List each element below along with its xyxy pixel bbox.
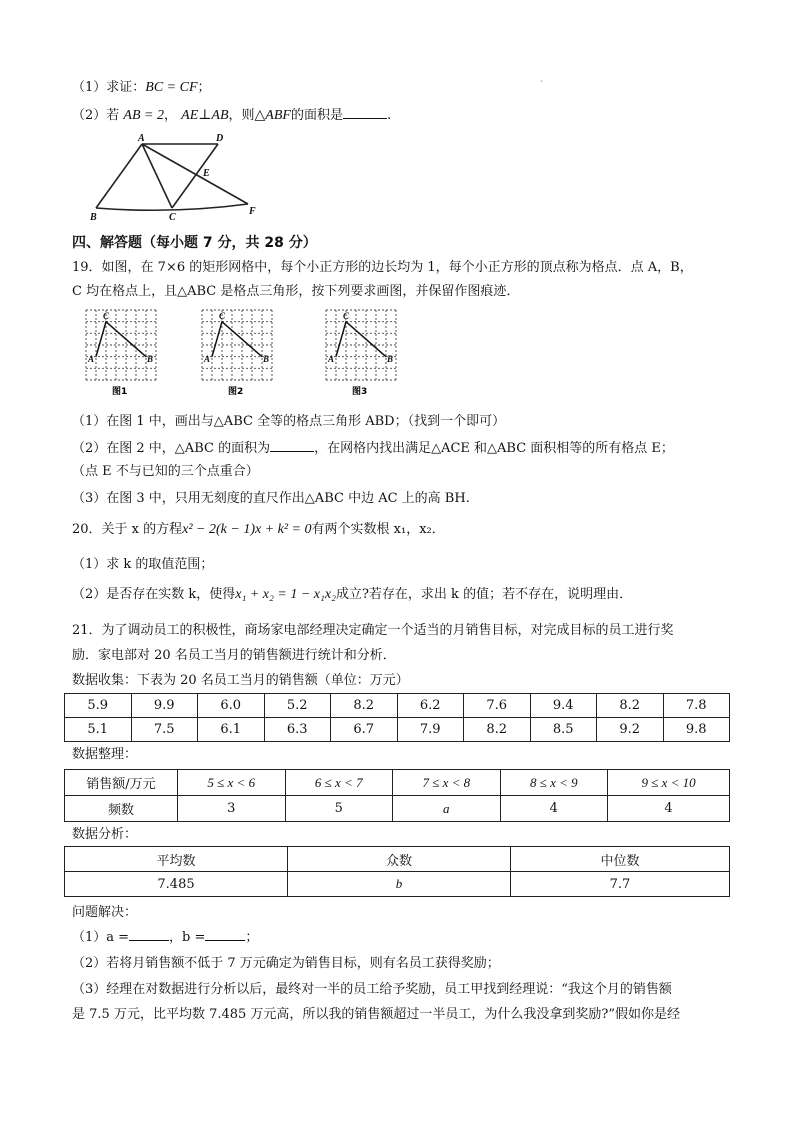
table-header-cell: 5 ≤ x < 6 bbox=[178, 770, 286, 796]
q18-seg-AF bbox=[142, 144, 248, 204]
q19-intro-line1: 19．如图，在 7×6 的矩形网格中，每个小正方形的边长均为 1，每个小正方形的顶点称为格点．点 A，B， bbox=[72, 260, 693, 275]
table-cell: 6.2 bbox=[397, 694, 464, 718]
table-cell: 5.1 bbox=[65, 718, 132, 742]
q19-area-blank[interactable] bbox=[270, 439, 314, 452]
q19-fig1-label-C: C bbox=[103, 311, 110, 321]
table-row bbox=[65, 694, 730, 718]
table-row bbox=[65, 718, 730, 742]
q18-part1 bbox=[72, 79, 211, 97]
table-cell: 3 bbox=[178, 796, 286, 822]
table-cell: 6.7 bbox=[331, 718, 398, 742]
q19-part2 bbox=[72, 439, 674, 458]
q18-part2-mid2: ，则 bbox=[228, 108, 255, 123]
q21-part2: （2）若将月销售额不低于 7 万元确定为销售目标，则有名员工获得奖励； bbox=[72, 956, 500, 971]
table-cell: 频数 bbox=[65, 796, 178, 822]
q18-part1-suffix: ； bbox=[197, 80, 211, 95]
q21-part1-a: （1）a = bbox=[72, 930, 130, 945]
table-cell: 7.6 bbox=[464, 694, 531, 718]
section4-title: 四、解答题（每小题 7 分，共 28 分） bbox=[72, 235, 317, 251]
q19-part2-note: （点 E 不与已知的三个点重合） bbox=[72, 464, 259, 479]
table-header-cell: 7 ≤ x < 8 bbox=[393, 770, 501, 796]
table-row bbox=[65, 796, 730, 822]
q20-equation: x² − 2(k − 1)x + k² = 0 bbox=[182, 522, 312, 537]
q18-part2-suffix: 的面积是 bbox=[290, 108, 343, 123]
table-row bbox=[65, 770, 730, 796]
q19-part2-prefix: （2）在图 2 中，△ABC 的面积为 bbox=[72, 441, 271, 456]
q19-part3: （3）在图 3 中，只用无刻度的直尺作出△ABC 中边 AC 上的高 BH. bbox=[72, 491, 470, 506]
table-cell: 4 bbox=[608, 796, 730, 822]
q20-intro-prefix: 20．关于 x 的方程 bbox=[72, 522, 183, 537]
q18-label-A: A bbox=[138, 133, 145, 144]
q21-part3-line1: （3）经理在对数据进行分析以后，最终对一半的员工给予奖励，员工甲找到经理说：“我这个月的销售额 bbox=[72, 982, 672, 997]
q21-part3-line2: 是 7.5 万元，比平均数 7.485 万元高，所以我的销售额超过一半员工，为什么我没拿到奖励?”假如你是经 bbox=[72, 1007, 681, 1022]
table-row bbox=[65, 872, 730, 897]
q19-fig3 bbox=[324, 308, 406, 396]
table-cell: 8.2 bbox=[331, 694, 398, 718]
q18-label-D: D bbox=[216, 133, 224, 144]
table-cell: 9.9 bbox=[131, 694, 198, 718]
table-cell: 7.485 bbox=[65, 872, 288, 897]
table-cell: 7.8 bbox=[663, 694, 730, 718]
q18-label-C: C bbox=[169, 212, 176, 222]
q19-fig3-label-A: A bbox=[328, 354, 335, 364]
q18-label-E: E bbox=[203, 168, 210, 179]
q21-b-blank[interactable] bbox=[205, 928, 245, 941]
q20-part2-prefix: （2）是否存在实数 k，使得 bbox=[72, 587, 236, 602]
table-cell: 7.7 bbox=[511, 872, 730, 897]
q19-fig1 bbox=[84, 308, 166, 396]
sales-table bbox=[64, 693, 730, 742]
table-cell: 5.2 bbox=[264, 694, 331, 718]
table-header-cell: 6 ≤ x < 7 bbox=[285, 770, 393, 796]
q19-fig1-label-B: B bbox=[147, 354, 154, 364]
q20-intro bbox=[72, 521, 445, 539]
stats-table bbox=[64, 846, 730, 897]
table-cell: b bbox=[288, 872, 511, 897]
q19-fig2 bbox=[200, 308, 282, 396]
q19-intro-line2: C 均在格点上，且△ABC 是格点三角形，按下列要求画图，并保留作图痕迹． bbox=[72, 284, 520, 299]
table-cell: 7.9 bbox=[397, 718, 464, 742]
q21-solve-title: 问题解决： bbox=[72, 905, 138, 920]
q19-fig2-label-C: C bbox=[219, 311, 226, 321]
table-cell: 5 bbox=[285, 796, 393, 822]
q21-intro-line1: 21．为了调动员工的积极性，商场家电部经理决定确定一个适当的月销售目标，对完成目标的员工进行奖 bbox=[72, 623, 674, 638]
table-cell: 8.2 bbox=[597, 694, 664, 718]
table-cell: 9.4 bbox=[530, 694, 597, 718]
stray-mark: ` bbox=[540, 80, 544, 89]
q18-part1-prefix: （1）求证： bbox=[72, 80, 146, 95]
q21-intro-line2: 励．家电部对 20 名员工当月的销售额进行统计和分析． bbox=[72, 648, 396, 663]
q18-seg-AC bbox=[142, 144, 172, 208]
q19-fig2-label-B: B bbox=[263, 354, 270, 364]
q19-fig3-caption: 图3 bbox=[352, 387, 368, 396]
q18-part2-mid: ， bbox=[163, 108, 177, 123]
q20-intro-suffix: 有两个实数根 x₁，x₂． bbox=[311, 522, 445, 537]
q18-part2-prefix: （2）若 bbox=[72, 108, 120, 123]
table-cell: a bbox=[393, 796, 501, 822]
q18-part2-end: . bbox=[386, 108, 392, 123]
q19-fig1-caption: 图1 bbox=[112, 387, 128, 396]
q20-part1: （1）求 k 的取值范围； bbox=[72, 557, 214, 572]
q19-fig2-caption: 图2 bbox=[228, 387, 244, 396]
table-cell: 9.2 bbox=[597, 718, 664, 742]
table-header-cell: 销售额/万元 bbox=[65, 770, 178, 796]
table-header-cell: 众数 bbox=[288, 847, 511, 872]
q18-label-B: B bbox=[90, 212, 97, 222]
q18-part2-math3: △ABF bbox=[254, 108, 291, 123]
q18-seg-AB bbox=[96, 144, 142, 208]
q21-part1 bbox=[72, 928, 258, 947]
table-cell: 6.3 bbox=[264, 718, 331, 742]
q19-fig2-label-A: A bbox=[204, 354, 211, 364]
q21-collect-title: 数据收集：下表为 20 名员工当月的销售额（单位：万元） bbox=[72, 673, 409, 688]
q20-part2 bbox=[72, 586, 632, 604]
q20-part2-suffix: 成立?若存在，求出 k 的值；若不存在，说明理由． bbox=[335, 587, 633, 602]
table-cell: 9.8 bbox=[663, 718, 730, 742]
q21-part1-end: ； bbox=[245, 930, 259, 945]
q21-organize-title: 数据整理： bbox=[72, 747, 138, 762]
q18-figure bbox=[86, 130, 266, 222]
q19-part2-suffix: ，在网格内找出满足△ACE 和△ABC 面积相等的所有格点 E； bbox=[314, 441, 674, 456]
q18-part2-math1: AB = 2 bbox=[123, 108, 164, 123]
q18-answer-blank[interactable] bbox=[343, 106, 387, 119]
q21-analysis-title: 数据分析： bbox=[72, 827, 138, 842]
table-header-cell: 平均数 bbox=[65, 847, 288, 872]
table-cell: 8.5 bbox=[530, 718, 597, 742]
q19-fig3-label-C: C bbox=[343, 311, 350, 321]
frequency-table bbox=[64, 769, 730, 822]
q18-label-F: F bbox=[249, 206, 256, 217]
table-cell: 7.5 bbox=[131, 718, 198, 742]
table-row bbox=[65, 847, 730, 872]
table-header-cell: 8 ≤ x < 9 bbox=[500, 770, 608, 796]
table-cell: 6.1 bbox=[198, 718, 265, 742]
q18-part1-math: BC = CF bbox=[145, 80, 198, 95]
table-cell: 6.0 bbox=[198, 694, 265, 718]
q21-a-blank[interactable] bbox=[129, 928, 169, 941]
q20-condition: x₁ + x₂ = 1 − x₁x₂ bbox=[235, 587, 336, 602]
table-header-cell: 9 ≤ x < 10 bbox=[608, 770, 730, 796]
table-cell: 4 bbox=[500, 796, 608, 822]
q18-seg-DC bbox=[172, 144, 218, 208]
table-cell: 5.9 bbox=[65, 694, 132, 718]
q19-fig1-label-A: A bbox=[88, 354, 95, 364]
q18-part2 bbox=[72, 106, 391, 125]
q19-part1: （1）在图 1 中，画出与△ABC 全等的格点三角形 ABD；（找到一个即可） bbox=[72, 414, 506, 429]
q18-part2-math2: AE⊥AB bbox=[181, 108, 229, 123]
table-cell: 8.2 bbox=[464, 718, 531, 742]
table-header-cell: 中位数 bbox=[511, 847, 730, 872]
q21-part1-b: ，b = bbox=[169, 930, 206, 945]
q19-fig3-label-B: B bbox=[387, 354, 394, 364]
